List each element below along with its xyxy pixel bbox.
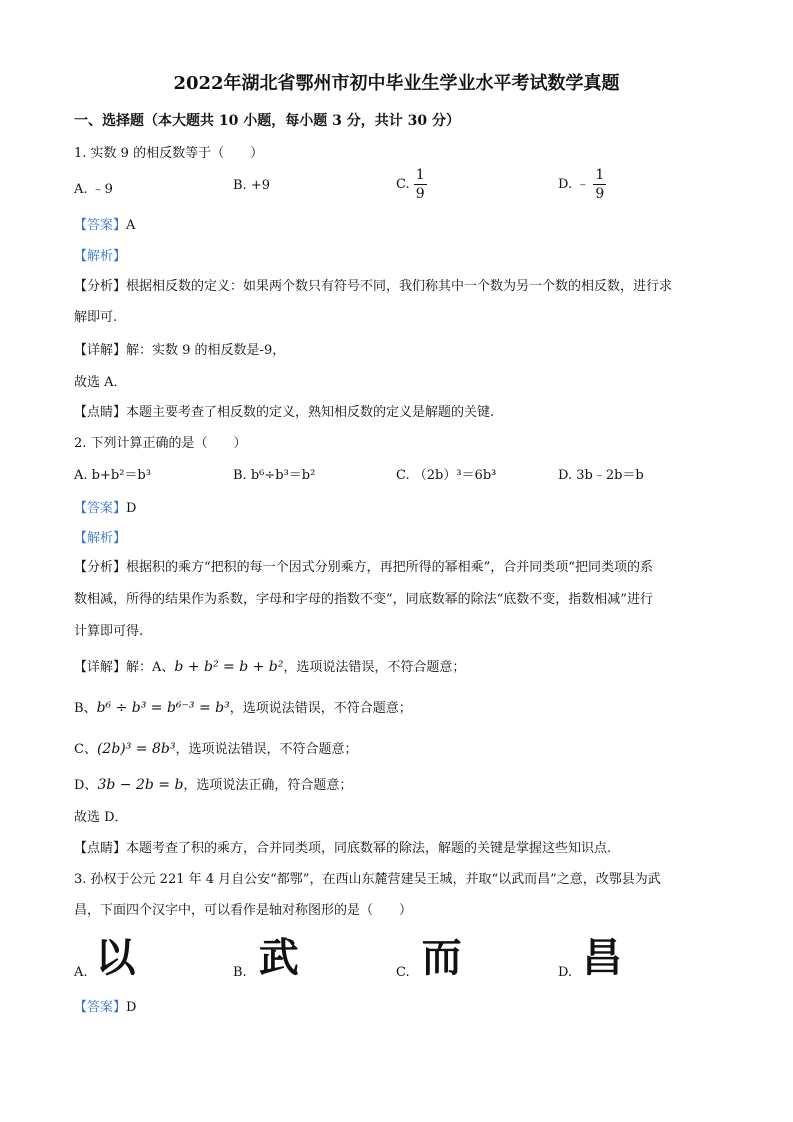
answer-value: D (126, 1000, 137, 1015)
q2-xiangjie-d (74, 774, 352, 793)
q2-fenxi-line2: 数相减，所得的结果作为系数，字母和字母的指数不变”，同底数幂的除法“底数不变，指数相减”进行 (74, 592, 653, 607)
section-heading: 一、选择题（本大题共 10 小题，每小题 3 分，共计 30 分） (74, 113, 460, 129)
answer-value: D (126, 501, 137, 516)
q2-dianjing (74, 837, 611, 856)
q1-option-c-fraction (414, 166, 427, 203)
xiangjie-prefix: 解：A、 (126, 660, 175, 675)
q1-option-c-label: C. (396, 177, 410, 192)
xiangjie-prefix: B、 (74, 701, 97, 716)
q1-option-b: B. +9 (233, 178, 270, 193)
q1-conclusion: 故选 A． (74, 375, 127, 390)
option-label: D. (558, 965, 573, 980)
answer-tag: 【答案】 (74, 218, 127, 233)
fenxi-tag: 【分析】 (74, 560, 127, 575)
q2-option-a: A. b+b²＝b³ (74, 468, 151, 483)
xiangjie-tag: 【详解】 (74, 343, 127, 358)
q2-xiangjie-a (74, 656, 465, 675)
q2-xiangjie-b (74, 697, 412, 716)
xiangjie-text: 解：实数 9 的相反数是-9， (126, 343, 286, 358)
q1-jiexi-tag: 【解析】 (74, 249, 127, 264)
q2-option-d: D. 3b﹣2b＝b (558, 468, 644, 483)
answer-tag: 【答案】 (74, 501, 127, 516)
xiangjie-text: ，选项说法错误，不符合题意； (283, 660, 466, 675)
q1-option-d-label: D. ﹣ (558, 177, 590, 192)
xiangjie-text: ，选项说法错误，不符合题意； (175, 742, 358, 757)
q3-character-wu: 武 (258, 935, 299, 981)
option-label: A. (74, 965, 88, 980)
q1-option-a: A. ﹣9 (74, 182, 113, 197)
xiangjie-text: ，选项说法错误，不符合题意； (229, 701, 412, 716)
fraction-denominator: 9 (595, 186, 605, 202)
xiangjie-text: ，选项说法正确，符合题意； (183, 778, 353, 793)
q3-option-c (396, 936, 462, 980)
option-label: C. (396, 965, 410, 980)
q3-option-b (233, 936, 299, 980)
dianjing-tag: 【点睛】 (74, 841, 127, 856)
q3-character-er: 而 (421, 935, 462, 981)
q2-fenxi-line1 (74, 556, 653, 575)
answer-value: A (126, 218, 136, 233)
math-expression: 3b − 2b = b (97, 777, 184, 793)
q3-stem-line1: 3. 孙权于公元 221 年 4 月自公安“都鄂”，在西山东麓营建吴王城，并取“以武而昌”之意，改鄂县为武 (74, 872, 661, 887)
q1-option-d (558, 166, 606, 203)
math-expression: b + b² = b + b² (174, 659, 284, 675)
fenxi-text: 根据相反数的定义：如果两个数只有符号不同，我们称其中一个数为另一个数的相反数，进行求 (126, 279, 673, 294)
page-title: 2022年湖北省鄂州市初中毕业生学业水平考试数学真题 (173, 73, 620, 94)
q1-answer (74, 214, 135, 233)
fenxi-tag: 【分析】 (74, 279, 127, 294)
fraction-numerator: 1 (595, 167, 605, 183)
xiangjie-prefix: D、 (74, 778, 98, 793)
fraction-numerator: 1 (415, 167, 425, 183)
math-expression: (2b)³ = 8b³ (96, 741, 176, 757)
fraction-denominator: 9 (415, 186, 425, 202)
dianjing-text: 本题主要考查了相反数的定义，熟知相反数的定义是解题的关键. (126, 405, 495, 420)
q1-xiangjie (74, 339, 285, 358)
dianjing-tag: 【点睛】 (74, 405, 127, 420)
q2-fenxi-line3: 计算即可得. (74, 624, 144, 639)
q1-option-c (396, 166, 427, 203)
q1-fenxi-line2: 解即可. (74, 310, 118, 325)
xiangjie-prefix: C、 (74, 742, 97, 757)
q2-jiexi-tag: 【解析】 (74, 531, 127, 546)
q3-stem-line2: 昌，下面四个汉字中，可以看作是轴对称图形的是（ ） (74, 903, 413, 918)
q3-character-yi: 以 (95, 935, 136, 981)
math-expression: b⁶ ÷ b³ = b⁶⁻³ = b³ (96, 700, 230, 716)
q2-stem: 2. 下列计算正确的是（ ） (74, 436, 247, 451)
q1-stem: 1. 实数 9 的相反数等于（ ） (74, 146, 264, 161)
q2-answer (74, 497, 136, 516)
q1-dianjing (74, 401, 494, 420)
q3-character-chang: 昌 (582, 935, 623, 981)
fenxi-text: 根据积的乘方“把积的每一个因式分别乘方，再把所得的幂相乘”，合并同类项“把同类项的系 (126, 560, 653, 575)
q2-xiangjie-c (74, 738, 358, 757)
q1-option-d-fraction (593, 166, 606, 203)
q1-fenxi-line1 (74, 275, 672, 294)
q2-option-c: C. （2b）³＝6b³ (396, 468, 497, 483)
q2-option-b: B. b⁶÷b³＝b² (233, 468, 316, 483)
dianjing-text: 本题考查了积的乘方，合并同类项，同底数幂的除法，解题的关键是掌握这些知识点. (126, 841, 612, 856)
q2-conclusion: 故选 D． (74, 810, 128, 825)
q3-answer (74, 996, 136, 1015)
option-label: B. (233, 965, 247, 980)
q3-option-d (558, 936, 622, 980)
q3-option-a (74, 936, 136, 980)
answer-tag: 【答案】 (74, 1000, 127, 1015)
xiangjie-tag: 【详解】 (74, 660, 127, 675)
